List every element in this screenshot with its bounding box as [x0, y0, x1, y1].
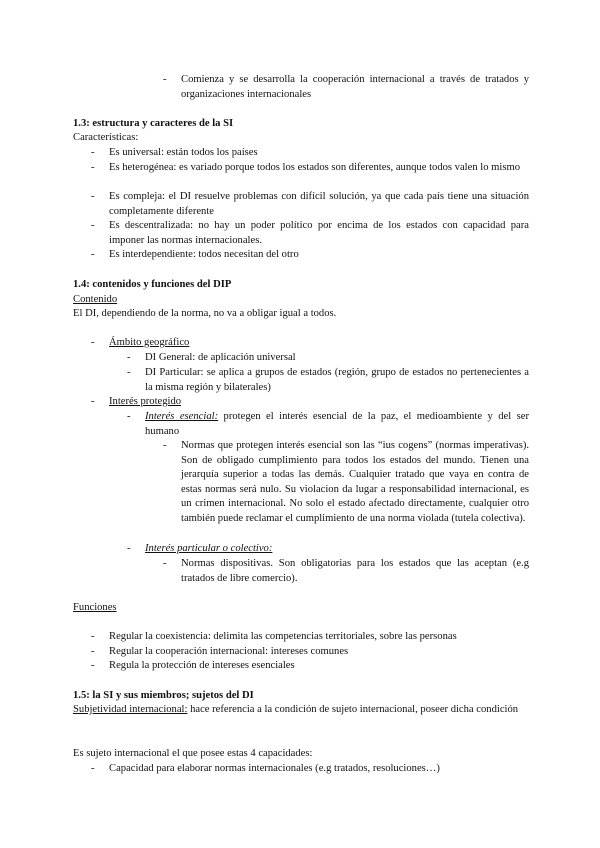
funciones-label: Funciones	[73, 602, 117, 613]
bullet-dash: -	[91, 249, 95, 260]
bullet-dash: -	[163, 74, 167, 85]
capacidad-item: Capacidad para elaborar normas internacionales (e.g tratados, resoluciones…)	[109, 763, 440, 774]
section-heading-1-4: 1.4: contenidos y funciones del DIP	[73, 279, 232, 290]
bullet-dash: -	[91, 162, 95, 173]
bullet-dash: -	[127, 411, 131, 422]
bullet-dash: -	[91, 660, 95, 671]
caracteristica-item: Es heterogénea: es variado porque todos los estados son diferentes, aunque todos valen lo mismo	[109, 162, 520, 173]
caracteristica-item: Es interdependiente: todos necesitan del otro	[109, 249, 299, 260]
contenido-label: Contenido	[73, 294, 118, 305]
contenido-text: El DI, dependiendo de la norma, no va a obligar igual a todos.	[73, 308, 337, 319]
bullet-dash: -	[91, 631, 95, 642]
interes-esencial-text: protegen el interés esencial de la paz, el medioambiente y del ser humano	[145, 411, 529, 437]
caracteristicas-label: Características:	[73, 132, 139, 143]
section-heading-1-5: 1.5: la SI y sus miembros; sujetos del DI	[73, 690, 254, 701]
subjetividad-paragraph	[73, 703, 529, 718]
funcion-item: Regular la cooperación internacional: intereses comunes	[109, 646, 349, 657]
interes-particular-label: Interés particular o colectivo:	[145, 543, 273, 554]
ambito-item: DI Particular: se aplica a grupos de estados (región, grupo de estados no pertenecientes a la misma región y bilaterales)	[145, 367, 529, 393]
interes-esencial-detail: Normas que protegen interés esencial son las “ius cogens” (normas imperativas). Son de obligado cumplimiento para todos los estados del mundo. Tienen una jerarquía superior a todas las demás. Cualquier tratado que vaya en contra de estas normas será nulo. Su violacion da lugar a responsabilidad internacional, es un crimen internacional. No solo el estado afectado directamente, cualquier otro también puede reclamar el cumplimiento de una norma violada (tutela colectiva).	[181, 440, 529, 524]
bullet-dash: -	[91, 191, 95, 202]
bullet-dash: -	[91, 646, 95, 657]
interes-particular-detail: Normas dispositivas. Son obligatorias para los estados que las aceptan (e.g tratados de libre comercio).	[181, 558, 529, 584]
caracteristica-item: Es universal: están todos los países	[109, 147, 258, 158]
ambito-item: DI General: de aplicación universal	[145, 352, 296, 363]
section-heading-1-3: 1.3: estructura y caracteres de la SI	[73, 118, 234, 129]
bullet-dash: -	[127, 367, 131, 378]
bullet-dash: -	[91, 763, 95, 774]
bullet-dash: -	[163, 440, 167, 451]
funcion-item: Regula la protección de intereses esenciales	[109, 660, 295, 671]
bullet-dash: -	[127, 543, 131, 554]
caracteristica-item: Es descentralizada: no hay un poder político por encima de los estados con capacidad para imponer las normas internacionales.	[109, 220, 529, 246]
interes-esencial-item	[145, 410, 529, 439]
intro-bullet-text: Comienza y se desarrolla la cooperación internacional a través de tratados y organizaciones internacionales	[181, 74, 529, 100]
ambito-label: Ámbito geográfico	[109, 337, 190, 348]
bullet-dash: -	[91, 337, 95, 348]
bullet-dash: -	[163, 558, 167, 569]
subjetividad-text: hace referencia a la condición de sujeto internacional, poseer dicha condición	[187, 704, 519, 715]
capacidades-intro: Es sujeto internacional el que posee estas 4 capacidades:	[73, 748, 313, 759]
bullet-dash: -	[91, 396, 95, 407]
bullet-dash: -	[91, 220, 95, 231]
interes-label: Interés protegido	[109, 396, 182, 407]
caracteristica-item: Es compleja: el DI resuelve problemas con difícil solución, ya que cada país tiene una situación completamente diferente	[109, 191, 529, 217]
bullet-dash: -	[91, 147, 95, 158]
funcion-item: Regular la coexistencia: delimita las competencias territoriales, sobre las personas	[109, 631, 457, 642]
interes-esencial-label: Interés esencial:	[145, 411, 219, 422]
bullet-dash: -	[127, 352, 131, 363]
subjetividad-label: Subjetividad internacional:	[73, 704, 188, 715]
